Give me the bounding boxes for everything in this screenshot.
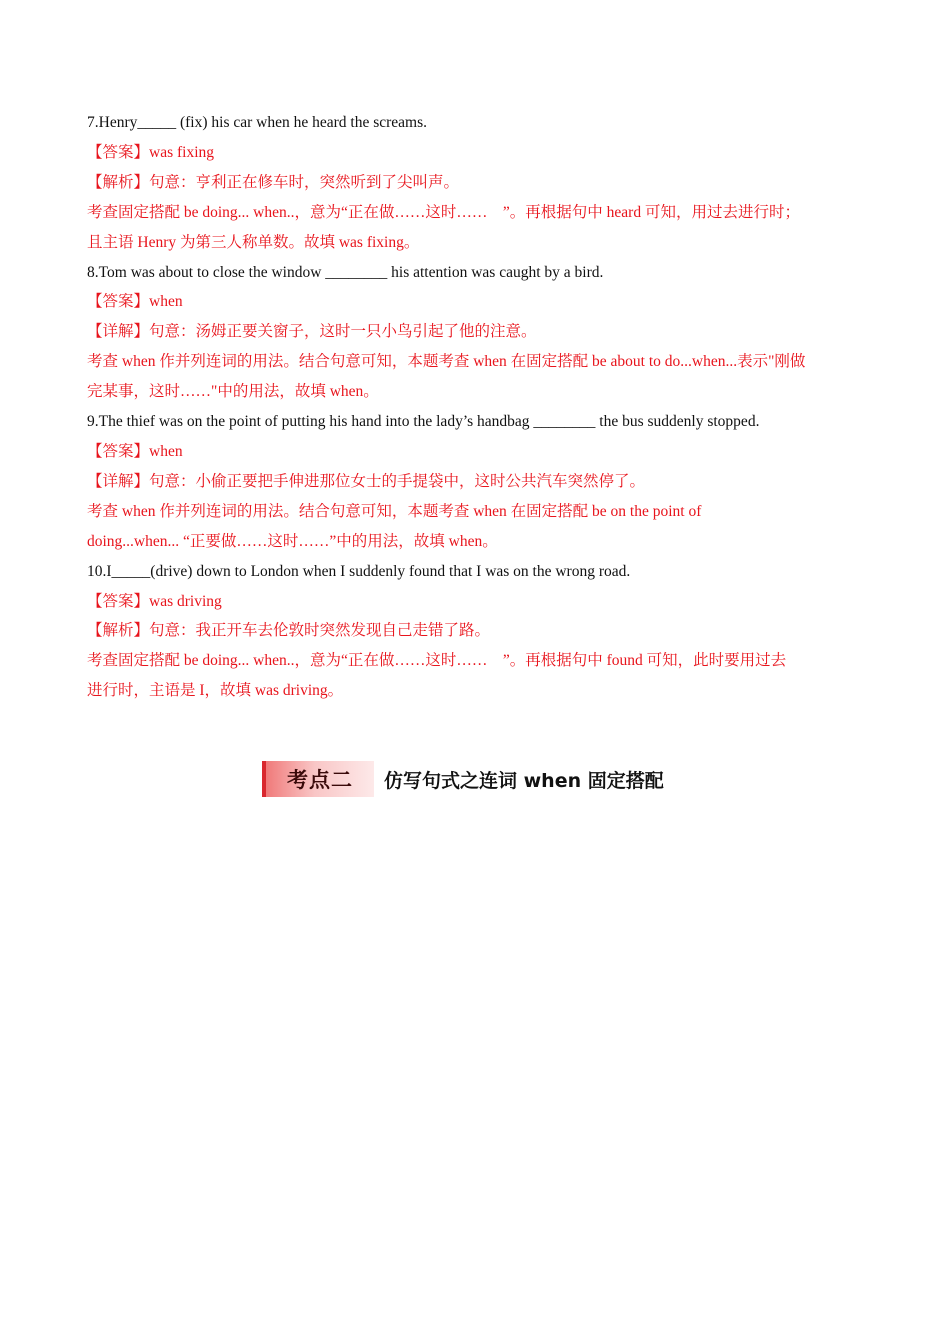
- question-block-9: [87, 407, 872, 557]
- explanation-line: 考查 when 作并列连词的用法。结合句意可知，本题考查 when 在固定搭配 be on the point of: [87, 502, 702, 520]
- explanation-line: 完某事，这时……"中的用法，故填 when。: [87, 383, 379, 401]
- question-text: 9.The thief was on the point of putting his hand into the lady’s handbag ________ the bus suddenly stopped.: [87, 413, 760, 431]
- answer-line: 【答案】was fixing: [87, 143, 215, 161]
- analysis-line: 【解析】句意：亨利正在修车时，突然听到了尖叫声。: [87, 173, 460, 191]
- question-text: 10.I_____(drive) down to London when I suddenly found that I was on the wrong road.: [87, 562, 631, 580]
- analysis-line: 【详解】句意：小偷正要把手伸进那位女士的手提袋中，这时公共汽车突然停了。: [87, 472, 646, 490]
- question-block-8: [87, 258, 872, 408]
- explanation-line: doing...when... “正要做……这时……”中的用法，故填 when。: [87, 532, 498, 550]
- explanation-line: 进行时，主语是 I，故填 was driving。: [87, 682, 344, 700]
- answer-line: 【答案】when: [87, 442, 183, 460]
- section-badge-label: 考点二: [287, 768, 353, 792]
- explanation-line: 考查固定搭配 be doing... when..，意为“正在做……这时…… ”。再根据句中 found 可知，此时要用过去: [87, 652, 787, 670]
- section-title: 仿写句式之连词 when 固定搭配: [384, 769, 664, 792]
- answer-line: 【答案】was driving: [87, 592, 222, 610]
- question-text: 7.Henry_____ (fix) his car when he heard the screams.: [87, 114, 428, 131]
- question-text: 8.Tom was about to close the window ________ his attention was caught by a bird.: [87, 263, 604, 281]
- analysis-line: 【解析】句意：我正开车去伦敦时突然发现自己走错了路。: [87, 622, 491, 640]
- analysis-line: 【详解】句意：汤姆正要关窗子，这时一只小鸟引起了他的注意。: [87, 323, 537, 341]
- question-block-7: [87, 108, 872, 258]
- explanation-line: 且主语 Henry 为第三人称单数。故填 was fixing。: [87, 233, 420, 251]
- section-badge: [262, 761, 374, 797]
- exercise-list: [87, 108, 872, 706]
- explanation-line: 考查 when 作并列连词的用法。结合句意可知，本题考查 when 在固定搭配 be about to do...when...表示"刚做: [87, 353, 806, 371]
- explanation-line: 考查固定搭配 be doing... when..，意为“正在做……这时…… ”。再根据句中 heard 可知，用过去进行时；: [87, 203, 800, 221]
- section-header: [262, 760, 664, 798]
- answer-line: 【答案】when: [87, 293, 183, 311]
- question-block-10: [87, 557, 872, 707]
